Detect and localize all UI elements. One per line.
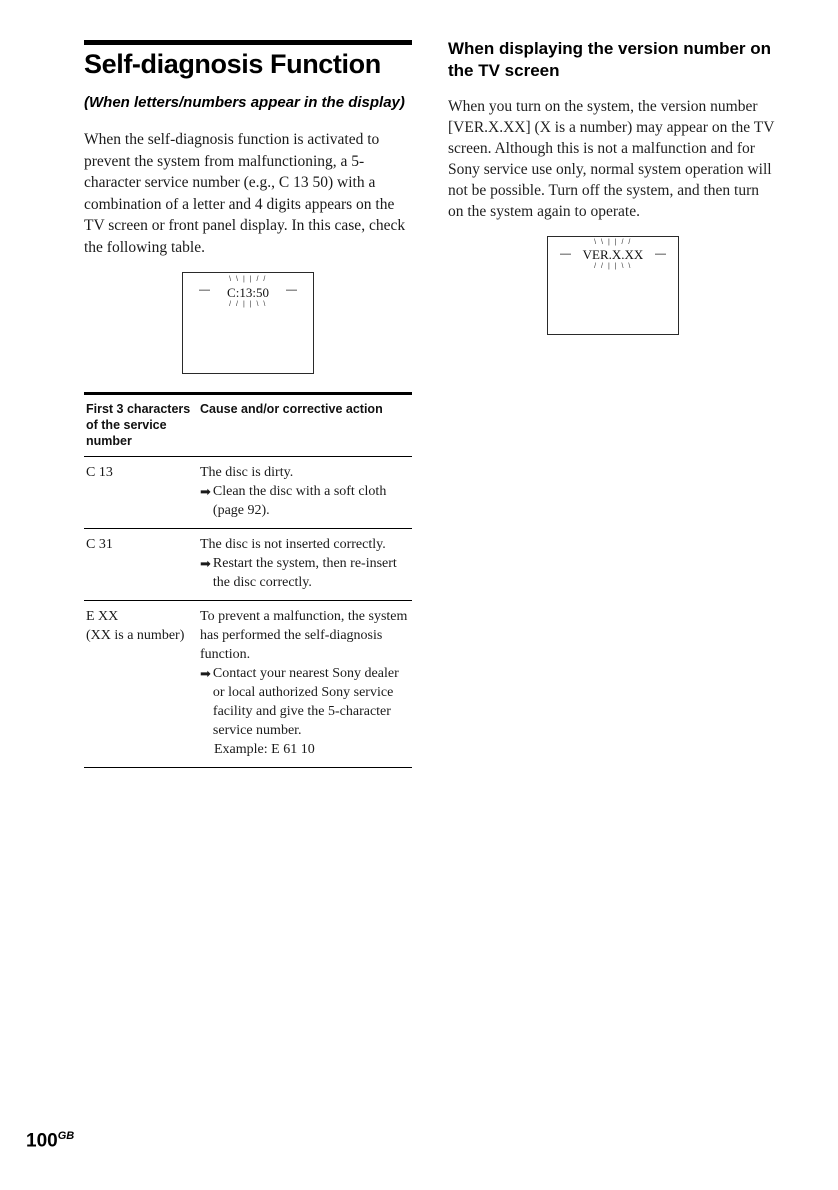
table-header-row: [84, 394, 412, 457]
cause-text: The disc is dirty.: [200, 465, 294, 480]
corrective-action-text: Contact your nearest Sony dealer or local authorized Sony service facility and give the 5-character service number.: [212, 666, 399, 738]
table-row: [84, 601, 412, 768]
intro-paragraph: When the self-diagnosis function is activated to prevent the system from malfunctioning, a 5-character service number (e.g., C 13 50) with a combination of a letter and 4 digits appears on the TV screen or front panel display. In this case, check the following table.: [84, 131, 406, 256]
table-cell-cause: [198, 529, 412, 601]
right-column: [448, 38, 778, 335]
tick-left-icon: —: [199, 284, 210, 296]
table-cell-code: [84, 601, 198, 768]
code-text: E XX: [86, 609, 119, 624]
page-number-suffix: GB: [57, 1129, 75, 1142]
table-header-cause: Cause and/or corrective action: [198, 394, 412, 457]
code-note: (XX is a number): [86, 628, 185, 643]
tv-screen-illustration-service-number: [182, 272, 314, 374]
corrective-action: [200, 554, 408, 592]
table-cell-cause: [198, 457, 412, 529]
tv-screen-illustration-version-number: [547, 236, 679, 335]
tv-illustration-right-wrap: [448, 236, 778, 335]
page-title: Self-diagnosis Function: [84, 49, 381, 79]
table-cell-code: C 13: [84, 457, 198, 529]
table-cell-code: C 31: [84, 529, 198, 601]
corrective-action: [200, 482, 408, 520]
sparkle-bottom-icon: / / | | \ \: [594, 263, 632, 270]
arrow-right-icon: ➡: [200, 556, 211, 571]
cause-text: The disc is not inserted correctly.: [200, 537, 386, 552]
tick-right-icon: —: [286, 284, 297, 296]
arrow-right-icon: ➡: [200, 484, 211, 499]
tv-screen-text: C:13:50: [227, 285, 269, 300]
tv-screen-text: VER.X.XX: [582, 247, 644, 262]
page-subtitle: (When letters/numbers appear in the display): [84, 94, 405, 111]
tv-illustration-left-wrap: [84, 272, 412, 374]
example-text: Example: E 61 10: [214, 742, 315, 757]
left-column: [84, 40, 412, 768]
tick-right-icon: —: [655, 248, 666, 260]
table-row: [84, 457, 412, 529]
sparkle-top-icon: \ \ | | / /: [229, 276, 267, 283]
corrective-action-text: Clean the disc with a soft cloth (page 92).: [212, 484, 387, 518]
corrective-action: [200, 664, 408, 740]
table-row: [84, 529, 412, 601]
title-rule: [84, 40, 412, 45]
corrective-action-text: Restart the system, then re-insert the disc correctly.: [212, 556, 397, 590]
tick-left-icon: —: [560, 248, 571, 260]
sparkle-bottom-icon: / / | | \ \: [229, 301, 267, 308]
arrow-right-icon: ➡: [200, 666, 211, 681]
table-header-first-characters: First 3 characters of the service number: [84, 394, 198, 457]
version-number-paragraph: When you turn on the system, the version number [VER.X.XX] (X is a number) may appear on the TV screen. Although this is not a malfunction and for Sony service use only, normal system operation will not be possible. Turn off the system, and then turn on the system again to operate.: [448, 98, 775, 220]
page-footer: [26, 1130, 74, 1152]
section-heading-version-number: When displaying the version number on the TV screen: [448, 39, 772, 80]
cause-text: To prevent a malfunction, the system has performed the self-diagnosis function.: [200, 609, 408, 662]
sparkle-top-icon: \ \ | | / /: [594, 239, 632, 246]
table-cell-cause: [198, 601, 412, 768]
page-number: 100: [26, 1130, 58, 1151]
service-number-table: [84, 392, 412, 768]
